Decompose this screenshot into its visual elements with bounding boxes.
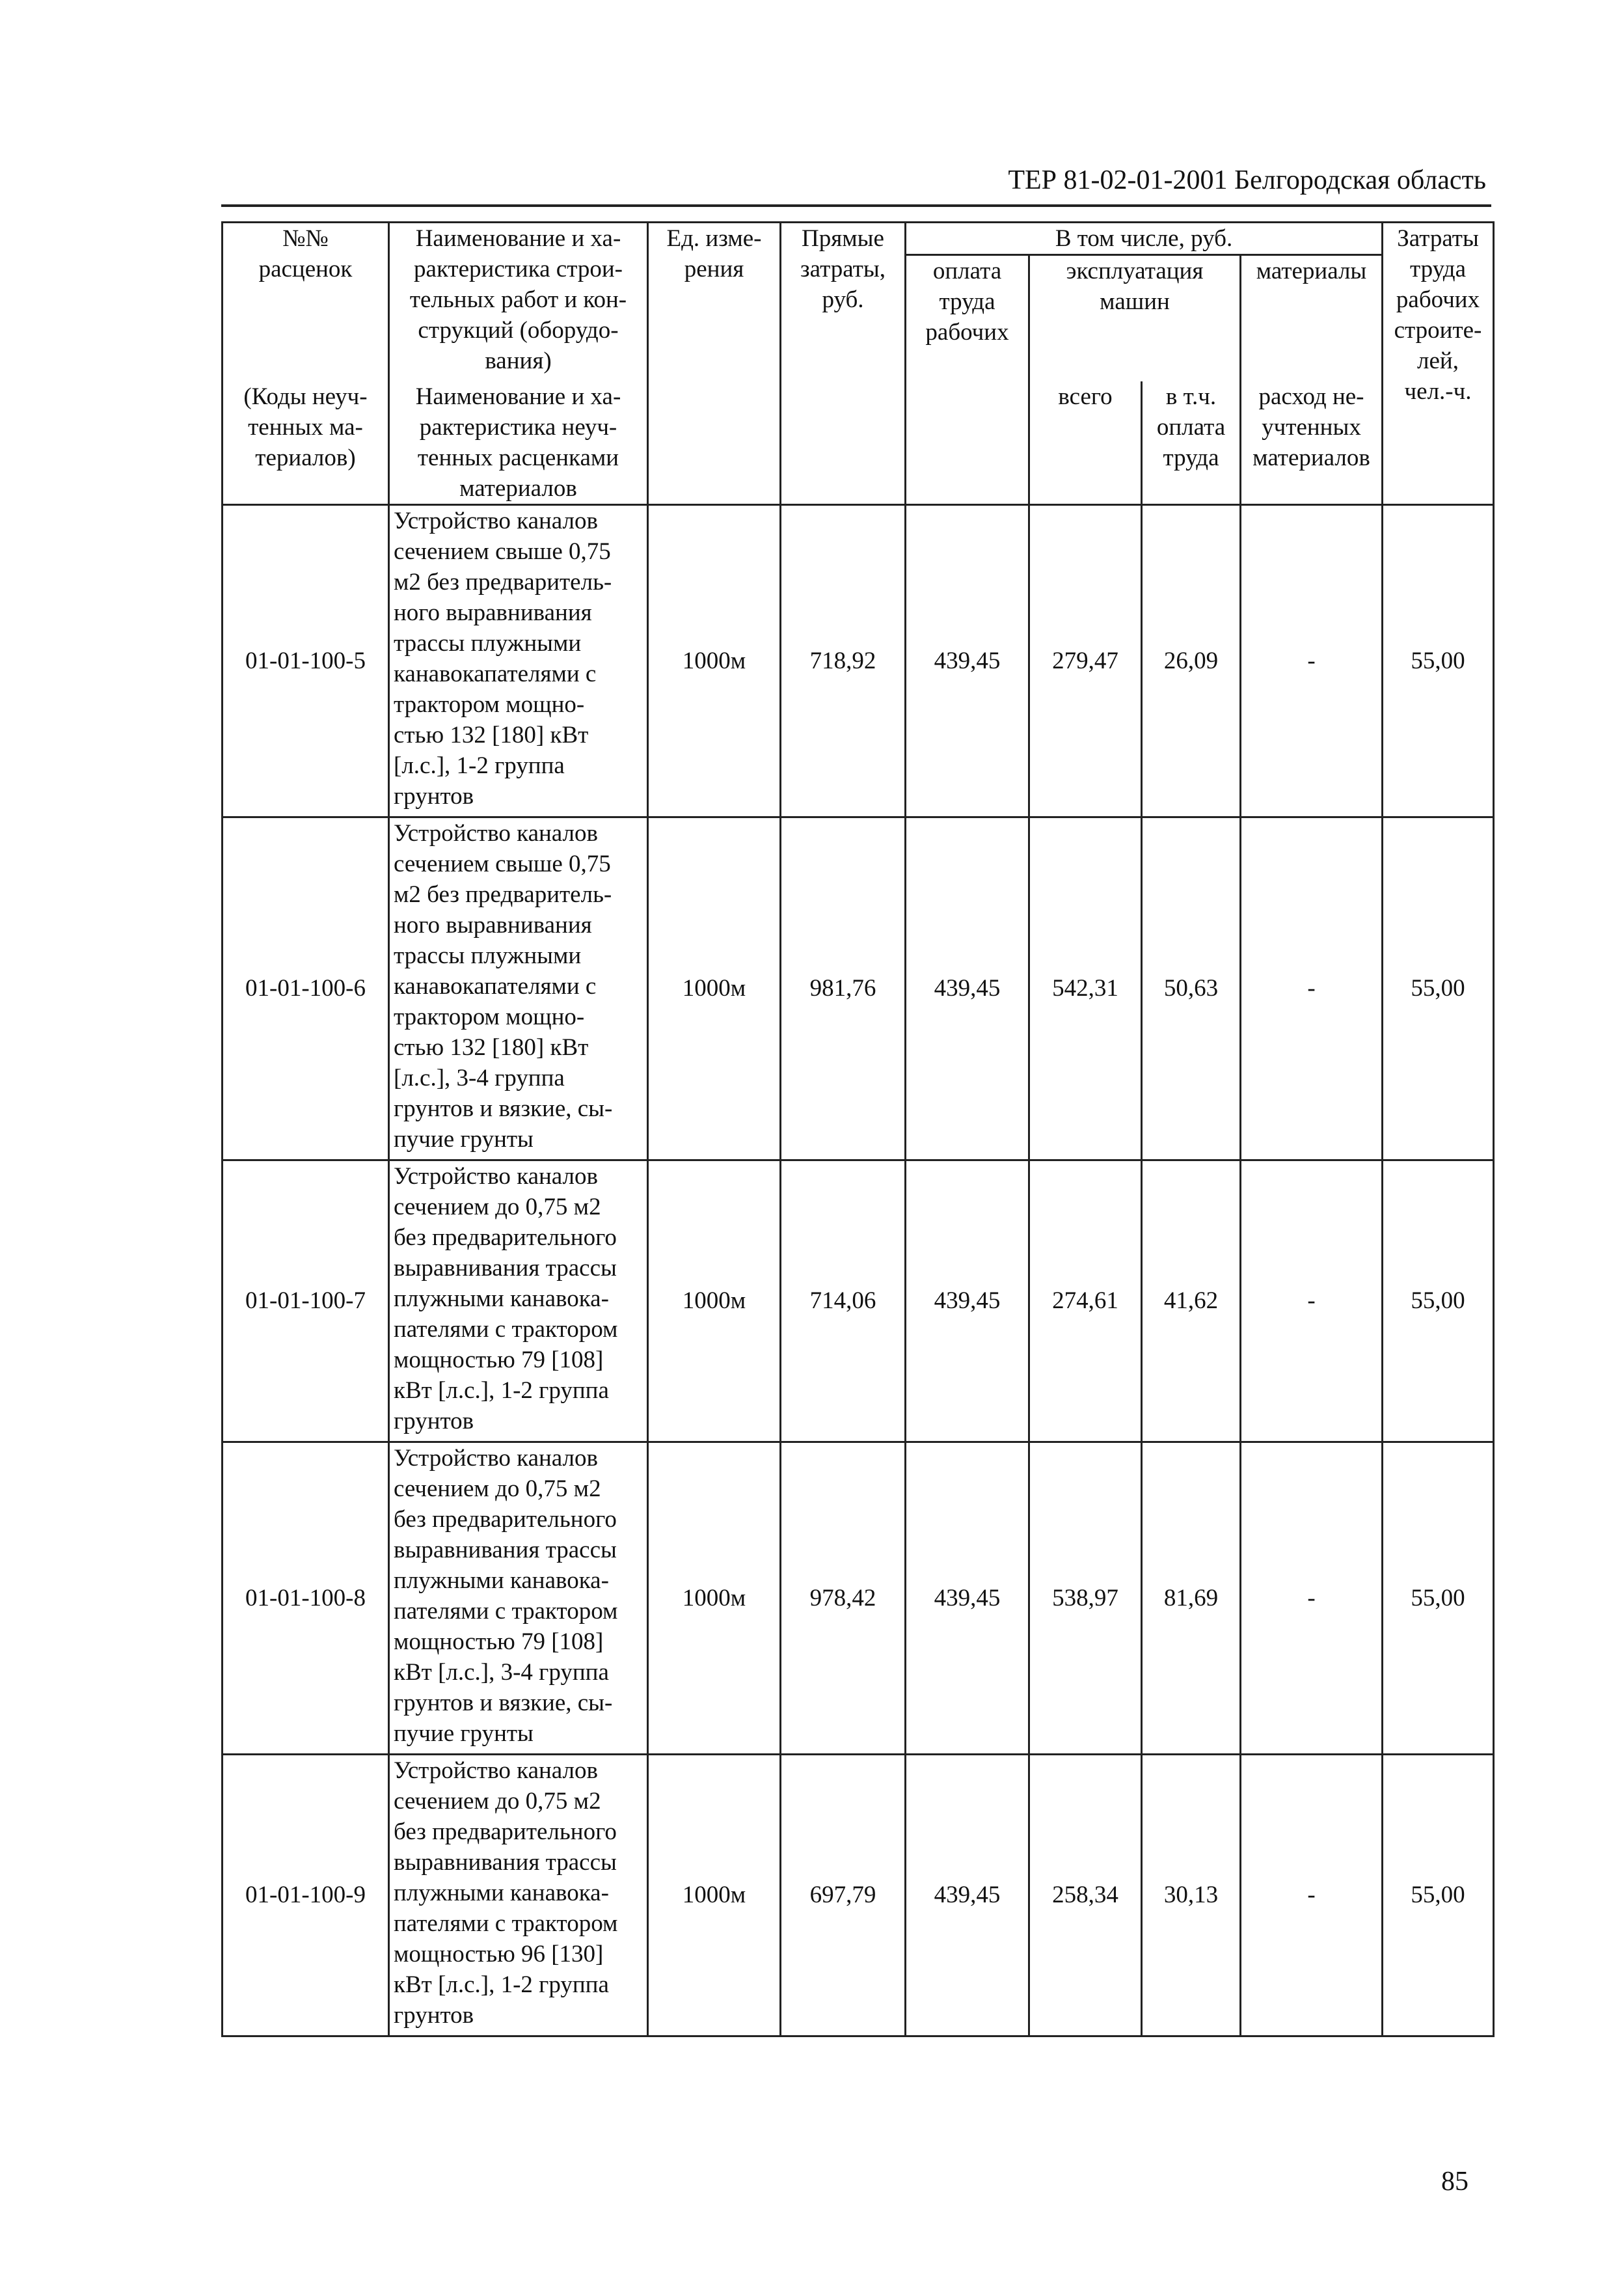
table-row [223, 1754, 1494, 2036]
labor-pay-cell: 439,45 [906, 817, 1029, 1160]
col-labor-pay-header: оплата труда рабочих [906, 255, 1029, 505]
direct-cost-cell: 697,79 [781, 1754, 906, 2036]
table-row [223, 1442, 1494, 1754]
rate-code: 01-01-100-5 [223, 504, 389, 817]
labor-cost-cell: 55,00 [1383, 1160, 1494, 1442]
unit-cell: 1000м [648, 817, 781, 1160]
group-machines-header: эксплуатация машин [1029, 255, 1241, 381]
machines-labor-cell: 30,13 [1142, 1754, 1241, 2036]
machines-total-cell: 279,47 [1029, 504, 1142, 817]
col-machines-labor-header: в т.ч. оплата труда [1142, 381, 1241, 505]
work-description: Устройство каналов сечением свыше 0,75 м2 без предваритель- ного выравнивания трассы плужными канавокапателями с трактором мощно- стью 132 [180] кВт [л.с.], 1-2 группа грунтов [389, 504, 648, 817]
document-title: ТЕР 81-02-01-2001 Белгородская область [1008, 165, 1486, 195]
group-including-header: В том числе, руб. [906, 223, 1383, 255]
direct-cost-cell: 714,06 [781, 1160, 906, 1442]
materials-cell: - [1241, 1442, 1383, 1754]
rate-code: 01-01-100-6 [223, 817, 389, 1160]
col-unit-header: Ед. изме- рения [648, 223, 781, 505]
rate-code: 01-01-100-8 [223, 1442, 389, 1754]
unit-cell: 1000м [648, 1442, 781, 1754]
work-description: Устройство каналов сечением до 0,75 м2 без предварительного выравнивания трассы плужными канавока- пателями с трактором мощностью 79 [108] кВт [л.с.], 1-2 группа грунтов [389, 1160, 648, 1442]
table-row [223, 1160, 1494, 1442]
materials-cell: - [1241, 504, 1383, 817]
table-row [223, 504, 1494, 817]
machines-labor-cell: 50,63 [1142, 817, 1241, 1160]
machines-labor-cell: 81,69 [1142, 1442, 1241, 1754]
col-machines-total-header: всего [1029, 381, 1142, 505]
machines-labor-cell: 41,62 [1142, 1160, 1241, 1442]
document-header [221, 164, 1491, 207]
labor-pay-cell: 439,45 [906, 1754, 1029, 2036]
page-number: 85 [1441, 2167, 1468, 2197]
unit-cell: 1000м [648, 1754, 781, 2036]
col-direct-cost-header: Прямые затраты, руб. [781, 223, 906, 505]
labor-cost-cell: 55,00 [1383, 1442, 1494, 1754]
direct-cost-cell: 981,76 [781, 817, 906, 1160]
rate-code: 01-01-100-7 [223, 1160, 389, 1442]
col-name-subheader: Наименование и ха- рактеристика неуч- тенных расценками материалов [389, 381, 648, 505]
machines-total-cell: 258,34 [1029, 1754, 1142, 2036]
unit-cell: 1000м [648, 504, 781, 817]
work-description: Устройство каналов сечением свыше 0,75 м2 без предваритель- ного выравнивания трассы плужными канавокапателями с трактором мощно- стью 132 [180] кВт [л.с.], 3-4 группа грунтов и вязкие, сы- пучие грунты [389, 817, 648, 1160]
labor-pay-cell: 439,45 [906, 504, 1029, 817]
col-code-header: №№ расценок [223, 223, 389, 381]
machines-total-cell: 274,61 [1029, 1160, 1142, 1442]
materials-cell: - [1241, 1160, 1383, 1442]
labor-cost-cell: 55,00 [1383, 1754, 1494, 2036]
col-code-subheader: (Коды неуч- тенных ма- териалов) [223, 381, 389, 505]
labor-cost-cell: 55,00 [1383, 504, 1494, 817]
labor-pay-cell: 439,45 [906, 1160, 1029, 1442]
rates-table [221, 221, 1495, 2037]
table-row [223, 817, 1494, 1160]
direct-cost-cell: 978,42 [781, 1442, 906, 1754]
col-materials-header: материалы [1241, 255, 1383, 381]
unit-cell: 1000м [648, 1160, 781, 1442]
direct-cost-cell: 718,92 [781, 504, 906, 817]
col-materials-subheader: расход не- учтенных материалов [1241, 381, 1383, 505]
materials-cell: - [1241, 1754, 1383, 2036]
machines-total-cell: 542,31 [1029, 817, 1142, 1160]
work-description: Устройство каналов сечением до 0,75 м2 без предварительного выравнивания трассы плужными канавока- пателями с трактором мощностью 96 [130] кВт [л.с.], 1-2 группа грунтов [389, 1754, 648, 2036]
rate-code: 01-01-100-9 [223, 1754, 389, 2036]
work-description: Устройство каналов сечением до 0,75 м2 без предварительного выравнивания трассы плужными канавока- пателями с трактором мощностью 79 [108] кВт [л.с.], 3-4 группа грунтов и вязкие, сы- пучие грунты [389, 1442, 648, 1754]
col-name-header: Наименование и ха- рактеристика строи- тельных работ и кон- струкций (оборудо- вания) [389, 223, 648, 381]
col-labor-cost-header: Затраты труда рабочих строите- лей, чел.-ч. [1383, 223, 1494, 505]
labor-pay-cell: 439,45 [906, 1442, 1029, 1754]
table-header [223, 223, 1494, 505]
machines-labor-cell: 26,09 [1142, 504, 1241, 817]
materials-cell: - [1241, 817, 1383, 1160]
labor-cost-cell: 55,00 [1383, 817, 1494, 1160]
machines-total-cell: 538,97 [1029, 1442, 1142, 1754]
